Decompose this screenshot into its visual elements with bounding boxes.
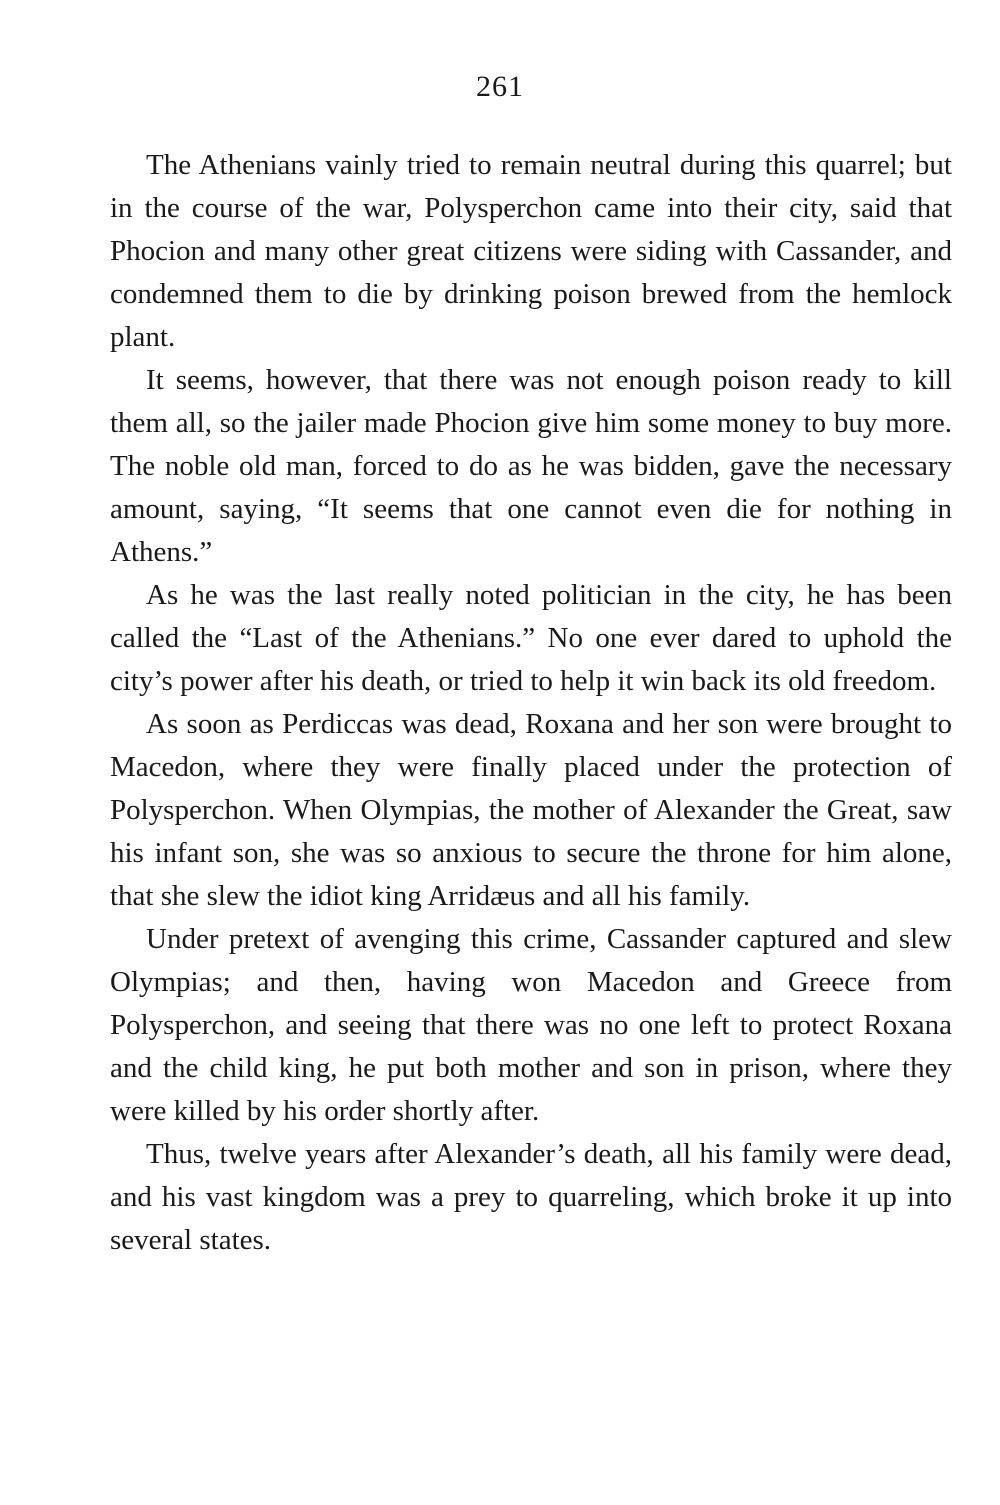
page-body xyxy=(110,144,952,1262)
paragraph: Thus, twelve years after Alexander’s death, all his family were dead, and his vast kingdom was a prey to quarreling, which broke it up into several states. xyxy=(110,1138,952,1256)
paragraph: It seems, however, that there was not enough poison ready to kill them all, so the jailer made Phocion give him some money to buy more. The noble old man, forced to do as he was bidden, gave the necessary amount, saying, “It seems that one cannot even die for nothing in Athens.” xyxy=(110,364,952,568)
paragraph: Under pretext of avenging this crime, Cassander captured and slew Olympias; and then, having won Macedon and Greece from Polysperchon, and seeing that there was no one left to protect Roxana and the child king, he put both mother and son in prison, where they were killed by his order shortly after. xyxy=(110,923,952,1127)
paragraph: As soon as Perdiccas was dead, Roxana and her son were brought to Macedon, where they were finally placed under the protection of Polysperchon. When Olympias, the mother of Alexander the Great, saw his infant son, she was so anxious to secure the throne for him alone, that she slew the idiot king Arridæus and all his family. xyxy=(110,708,952,912)
page-number: 261 xyxy=(476,70,524,103)
paragraph: The Athenians vainly tried to remain neutral during this quarrel; but in the course of the war, Polysperchon came into their city, said that Phocion and many other great citizens were siding with Cassander, and condemned them to die by drinking poison brewed from the hemlock plant. xyxy=(110,149,952,353)
paragraph: As he was the last really noted politician in the city, he has been called the “Last of the Athenians.” No one ever dared to uphold the city’s power after his death, or tried to help it win back its old freedom. xyxy=(110,579,952,697)
